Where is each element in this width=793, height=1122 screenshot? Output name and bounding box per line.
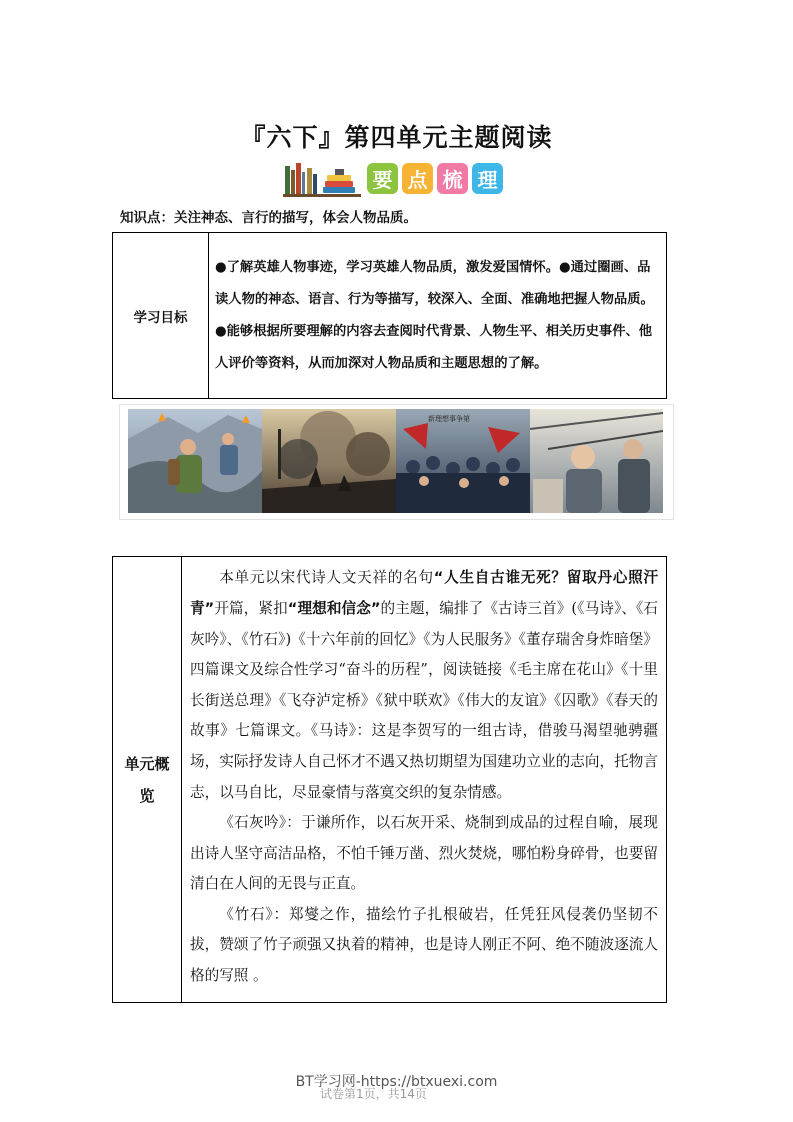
watermark: BT学习网-https://btxuexi.com: [295, 1074, 498, 1090]
overview-label-line: 览: [139, 786, 155, 805]
overview-content: [182, 557, 667, 1003]
famous-quote: “人生自古谁无死？留取丹心照汗青”: [190, 569, 658, 617]
books-icon: [283, 160, 363, 198]
page-number: 试卷第1页，共14页: [320, 1087, 427, 1101]
knowledge-point: 知识点：关注神态、言行的描写，体会人物品质。: [120, 210, 417, 226]
learning-goals-table: [112, 232, 667, 399]
goals-paragraph: ●了解英雄人物事迹，学习英雄人物品质，激发爱国情怀。●通过圈画、品读人物的神态、语言、行为等描写，较深入、全面、准确地把握人物品质。: [215, 259, 654, 307]
unit-overview-table: [112, 556, 667, 1003]
banner-tile: 梳: [437, 163, 468, 194]
banner-tile: 点: [402, 163, 433, 194]
overview-text: 的主题，编排了《古诗三首》(《马诗》、《石灰吟》、《竹石》)《十六年前的回忆》《为人民服务》《董存瑞舍身炸暗堡》四篇课文及综合性学习“奋斗的历程”，阅读链接《毛主席在花山》《十里长街送总理》《飞夺泸定桥》《狱中联欢》《伟大的友谊》《囚歌》《春天的故事》七篇课文。《马诗》：这是李贺写的一组古诗，借骏马渴望驰骋疆场，实际抒发诗人自己怀才不遇又热切期望为国建功立业的志向，托物言志，以马自比，尽显豪情与落寞交织的复杂情感。: [190, 599, 658, 801]
banner-tile: 要: [367, 163, 398, 194]
panel-caption: 新理想事争第: [428, 415, 470, 423]
overview-paragraph: 《石灰吟》：于谦所作，以石灰开采、烧制到成品的过程自喻，展现出诗人坚守高洁品格，不怕千锤万凿、烈火焚烧，哪怕粉身碎骨，也要留清白在人间的无畏与正直。: [190, 814, 658, 893]
page-title: 『六下』第四单元主题阅读: [240, 123, 553, 152]
key-points-banner: [283, 160, 523, 198]
goals-content: [209, 233, 667, 399]
goals-paragraph: ●能够根据所要理解的内容去查阅时代背景、人物生平、相关历史事件、他人评价等资料，从而加深对人物品质和主题思想的了解。: [215, 323, 653, 371]
overview-paragraph: [190, 563, 658, 808]
overview-text: 本单元以宋代诗人文天祥的名句: [219, 569, 434, 587]
illustration-art: [128, 409, 663, 513]
goals-label: 学习目标: [113, 233, 209, 399]
page-footer: [0, 1071, 793, 1101]
overview-paragraph: 《竹石》：郑燮之作，描绘竹子扎根破岩，任凭狂风侵袭仍坚韧不拔，赞颂了竹子顽强又执着的精神，也是诗人刚正不阿、绝不随波逐流人格的写照 。: [190, 905, 658, 985]
overview-label: [113, 557, 182, 1003]
overview-label-line: 单元概: [124, 754, 170, 773]
unit-theme: “理想和信念”: [287, 599, 381, 617]
banner-tile: 理: [472, 163, 503, 194]
overview-text: 开篇，紧扣: [214, 599, 288, 617]
heroes-illustration: [119, 404, 674, 520]
